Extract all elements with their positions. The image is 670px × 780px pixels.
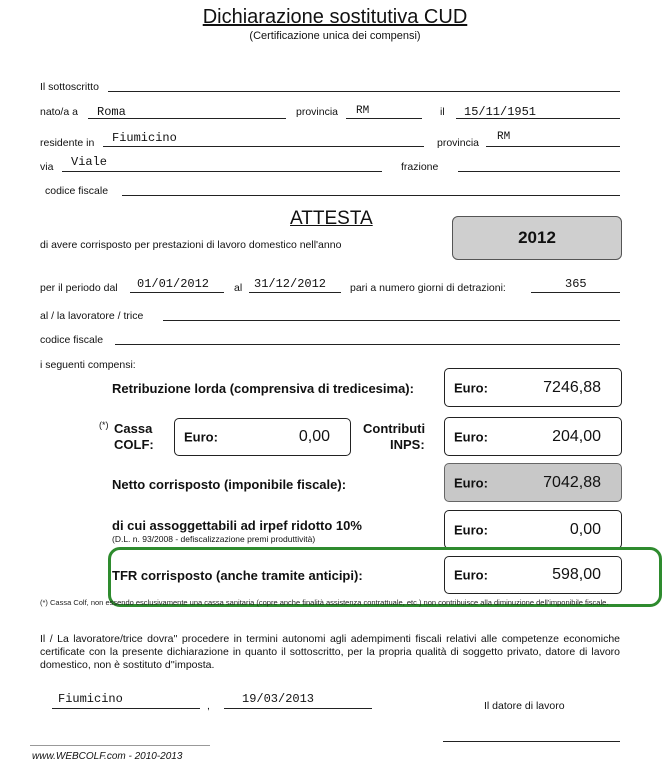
netto-currency: Euro: — [454, 475, 488, 490]
retribuzione-label: Retribuzione lorda (comprensiva di tredicesima): — [112, 381, 414, 396]
nato-value: Roma — [97, 105, 126, 119]
period-al-value: 31/12/2012 — [254, 277, 327, 291]
period-dal-label: per il periodo dal — [40, 282, 118, 294]
attesta-text: di avere corrisposto per prestazioni di lavoro domestico nell'anno — [40, 239, 342, 251]
provincia-res-label: provincia — [437, 137, 480, 149]
netto-label: Netto corrisposto (imponibile fiscale): — [112, 477, 347, 492]
datore-signature-field[interactable] — [443, 741, 620, 742]
giorni-field[interactable] — [531, 292, 620, 293]
inps-label-2: INPS: — [390, 437, 425, 452]
cassa-box[interactable] — [174, 418, 351, 456]
frazione-label: frazione — [401, 161, 439, 173]
codice-fiscale-label: codice fiscale — [45, 185, 109, 197]
cassa-label-2: COLF: — [114, 437, 154, 452]
document-title: Dichiarazione sostitutiva CUD — [202, 6, 468, 28]
period-al-field[interactable] — [249, 292, 341, 293]
irpef-label: di cui assoggettabili ad irpef ridotto 10% — [112, 518, 362, 533]
tfr-label: TFR corrisposto (anche tramite anticipi): — [112, 568, 363, 583]
via-value: Viale — [71, 155, 108, 169]
residente-field[interactable] — [103, 146, 424, 147]
retribuzione-box[interactable] — [444, 368, 622, 407]
inps-amount: 204,00 — [552, 427, 601, 445]
provincia-nato-label: provincia — [296, 106, 339, 118]
giorni-value: 365 — [565, 277, 587, 291]
date-value: 19/03/2013 — [242, 692, 315, 706]
place-field[interactable] — [52, 708, 200, 709]
period-al-label: al — [234, 282, 243, 294]
netto-box[interactable] — [444, 463, 622, 502]
provincia-res-value: RM — [497, 131, 511, 143]
inps-label-1: Contributi — [363, 421, 426, 436]
cassa-footnote: (*) Cassa Colf, non essendo esclusivamente una cassa sanitaria (copre anche finalità assistenza contrattuale, etc.) non contribuisce alla diminuzione dell'imponibile fiscale. — [40, 598, 609, 607]
lavoratore-cf-field[interactable] — [115, 344, 620, 345]
giorni-label: pari a numero giorni di detrazioni: — [350, 282, 506, 294]
sottoscritto-field[interactable] — [108, 91, 620, 92]
inps-box[interactable] — [444, 417, 622, 456]
provincia-nato-field[interactable] — [346, 118, 422, 119]
date-field[interactable] — [224, 708, 372, 709]
provincia-nato-value: RM — [356, 105, 370, 117]
lavoratore-label: al / la lavoratore / trice — [40, 310, 144, 322]
datore-label: Il datore di lavoro — [484, 700, 565, 712]
sottoscritto-label: Il sottoscritto — [40, 81, 99, 93]
irpef-amount: 0,00 — [569, 520, 601, 538]
codice-fiscale-field[interactable] — [122, 195, 620, 196]
netto-amount: 7042,88 — [543, 473, 601, 491]
via-field[interactable] — [62, 171, 382, 172]
cassa-currency: Euro: — [184, 429, 218, 445]
retribuzione-currency: Euro: — [454, 380, 488, 395]
cassa-star: (*) — [99, 420, 109, 430]
inps-currency: Euro: — [454, 429, 488, 444]
via-label: via — [40, 161, 54, 173]
tfr-amount: 598,00 — [552, 566, 601, 583]
attesta-heading: ATTESTA — [290, 208, 373, 229]
frazione-field[interactable] — [458, 171, 620, 172]
birth-date-value: 15/11/1951 — [464, 105, 537, 119]
residente-value: Fiumicino — [112, 131, 177, 145]
tfr-currency: Euro: — [454, 567, 488, 583]
period-dal-field[interactable] — [130, 292, 224, 293]
document-subtitle: (Certificazione unica dei compensi) — [249, 30, 421, 42]
cassa-label-1: Cassa — [114, 421, 153, 436]
residente-label: residente in — [40, 137, 95, 149]
lavoratore-field[interactable] — [163, 320, 620, 321]
tfr-box[interactable] — [444, 556, 622, 594]
cassa-amount: 0,00 — [298, 428, 330, 445]
nato-label: nato/a a — [40, 106, 78, 118]
irpef-box[interactable] — [444, 510, 622, 549]
fiscal-paragraph: Il / La lavoratore/trice dovra'' procedere in termini autonomi agli adempimenti fiscali relativi alle competenze economiche certificate con la presente dichiarazione in quanto il sottoscritto, per la propria qualità di soggetto privato, datore di lavoro domestico, non è sostituto d''imposta. — [40, 633, 620, 671]
year-box[interactable] — [452, 216, 622, 260]
year-value: 2012 — [518, 228, 556, 247]
irpef-currency: Euro: — [454, 522, 488, 537]
footer-divider — [30, 745, 210, 746]
provincia-res-field[interactable] — [486, 146, 620, 147]
place-value: Fiumicino — [58, 692, 123, 706]
lavoratore-cf-label: codice fiscale — [40, 334, 104, 346]
footer-credit: www.WEBCOLF.com - 2010-2013 — [32, 751, 183, 762]
period-dal-value: 01/01/2012 — [137, 277, 210, 291]
place-date-separator: , — [207, 700, 210, 712]
irpef-note: (D.L. n. 93/2008 - defiscalizzazione premi produttività) — [112, 534, 316, 544]
compensi-intro: i seguenti compensi: — [40, 359, 136, 371]
birth-date-label: il — [440, 106, 445, 118]
retribuzione-amount: 7246,88 — [543, 378, 601, 396]
